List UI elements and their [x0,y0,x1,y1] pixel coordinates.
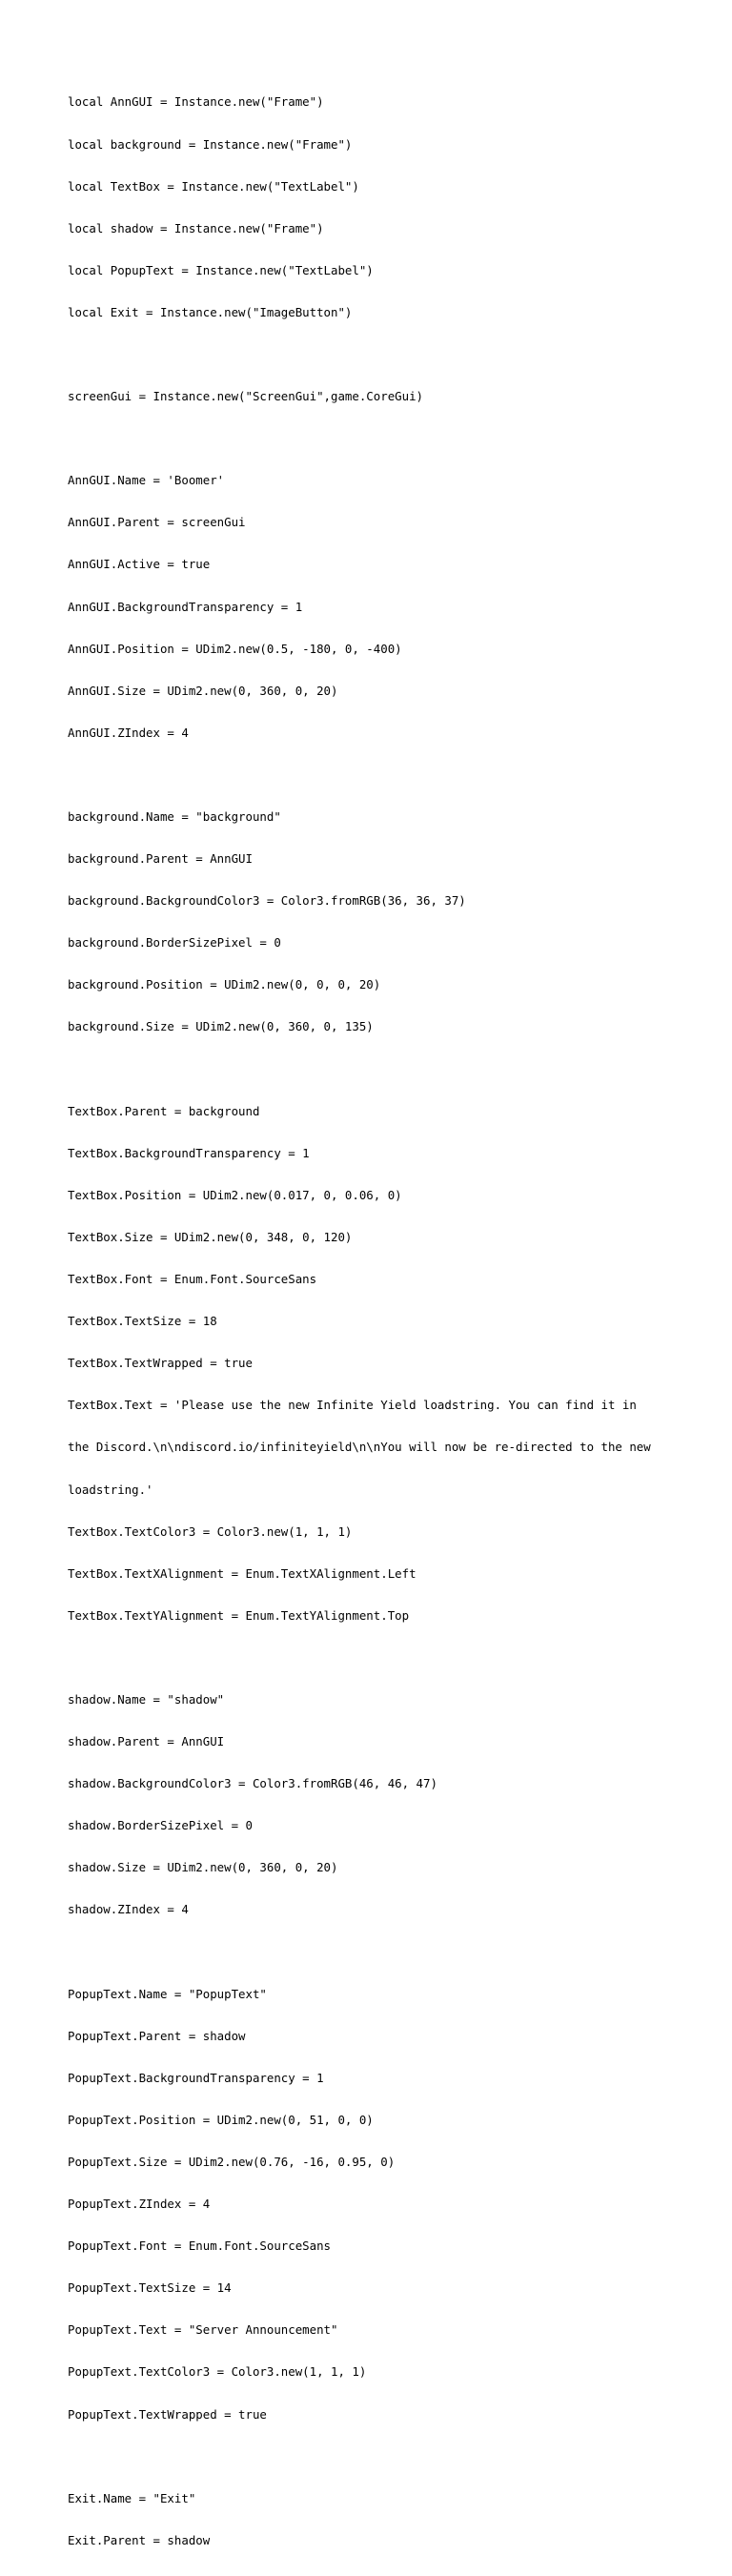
code-line: TextBox.Parent = background [68,1103,260,1118]
code-line: shadow.Name = "shadow" [68,1691,225,1707]
code-line [68,1946,678,1960]
code-listing [68,68,678,2576]
code-line: PopupText.Name = "PopupText" [68,1986,267,2001]
code-line: background.BorderSizePixel = 0 [68,935,281,951]
code-line: local TextBox = Instance.new("TextLabel") [68,178,359,194]
code-line: local PopupText = Instance.new("TextLabel") [68,262,374,277]
code-line: Exit.Parent = shadow [68,2532,211,2547]
code-line: TextBox.Position = UDim2.new(0.017, 0, 0.06, 0) [68,1187,402,1202]
code-line: TextBox.Text = 'Please use the new Infinite Yield loadstring. You can find it in [68,1398,637,1413]
code-line: local shadow = Instance.new("Frame") [68,220,324,235]
code-line: PopupText.Parent = shadow [68,2028,246,2043]
code-line: shadow.BackgroundColor3 = Color3.fromRGB(46, 46, 47) [68,1776,437,1791]
code-line [68,1063,678,1077]
code-line: AnnGUI.Position = UDim2.new(0.5, -180, 0, -400) [68,641,402,656]
code-line: background.Position = UDim2.new(0, 0, 0, 20) [68,977,381,992]
code-line: TextBox.Size = UDim2.new(0, 348, 0, 120) [68,1229,353,1244]
code-line: TextBox.TextXAlignment = Enum.TextXAlignment.Left [68,1565,417,1581]
code-line: background.Name = "background" [68,809,281,824]
code-line: PopupText.Size = UDim2.new(0.76, -16, 0.95, 0) [68,2155,396,2169]
code-line: TextBox.TextSize = 18 [68,1314,217,1329]
code-line: background.BackgroundColor3 = Color3.fromRGB(36, 36, 37) [68,893,466,909]
code-line: the Discord.\n\ndiscord.io/infiniteyield\n\nYou will now be re-directed to the new [68,1440,651,1455]
code-line: TextBox.TextYAlignment = Enum.TextYAlignment.Top [68,1607,410,1623]
code-line: PopupText.Position = UDim2.new(0, 51, 0, 0) [68,2112,374,2127]
code-line: AnnGUI.Name = 'Boomer' [68,473,225,488]
code-line: Exit.Name = "Exit" [68,2490,196,2505]
code-line: shadow.Size = UDim2.new(0, 360, 0, 20) [68,1860,338,1875]
code-line: local Exit = Instance.new("ImageButton") [68,304,353,319]
code-line: PopupText.TextColor3 = Color3.new(1, 1, 1) [68,2364,367,2380]
code-line: PopupText.ZIndex = 4 [68,2197,211,2212]
code-line: loadstring.' [68,1482,153,1497]
code-line: PopupText.TextWrapped = true [68,2406,267,2422]
code-line: TextBox.BackgroundTransparency = 1 [68,1145,310,1160]
code-line [68,768,678,783]
code-line: AnnGUI.ZIndex = 4 [68,725,189,740]
code-line: AnnGUI.Parent = screenGui [68,515,246,530]
code-line: local AnnGUI = Instance.new("Frame") [68,94,324,110]
code-line: AnnGUI.Size = UDim2.new(0, 360, 0, 20) [68,683,338,698]
code-line: PopupText.TextSize = 14 [68,2280,232,2296]
code-line: background.Size = UDim2.new(0, 360, 0, 135) [68,1019,374,1034]
code-line: AnnGUI.BackgroundTransparency = 1 [68,599,303,614]
code-line: TextBox.Font = Enum.Font.SourceSans [68,1272,317,1287]
code-line: shadow.ZIndex = 4 [68,1902,189,1917]
code-line: PopupText.BackgroundTransparency = 1 [68,2070,324,2085]
code-line: PopupText.Font = Enum.Font.SourceSans [68,2239,332,2254]
code-line: TextBox.TextWrapped = true [68,1356,253,1371]
code-line: TextBox.TextColor3 = Color3.new(1, 1, 1) [68,1523,353,1539]
code-line: screenGui = Instance.new("ScreenGui",game.CoreGui) [68,389,423,404]
code-line: PopupText.Text = "Server Announcement" [68,2322,338,2338]
code-line: shadow.BorderSizePixel = 0 [68,1818,253,1833]
code-line: background.Parent = AnnGUI [68,851,253,867]
code-line [68,432,678,446]
code-line: AnnGUI.Active = true [68,557,211,572]
code-line: shadow.Parent = AnnGUI [68,1734,225,1749]
code-line [68,1651,678,1666]
code-line: local background = Instance.new("Frame") [68,136,353,152]
code-line [68,2450,678,2464]
code-line [68,348,678,362]
